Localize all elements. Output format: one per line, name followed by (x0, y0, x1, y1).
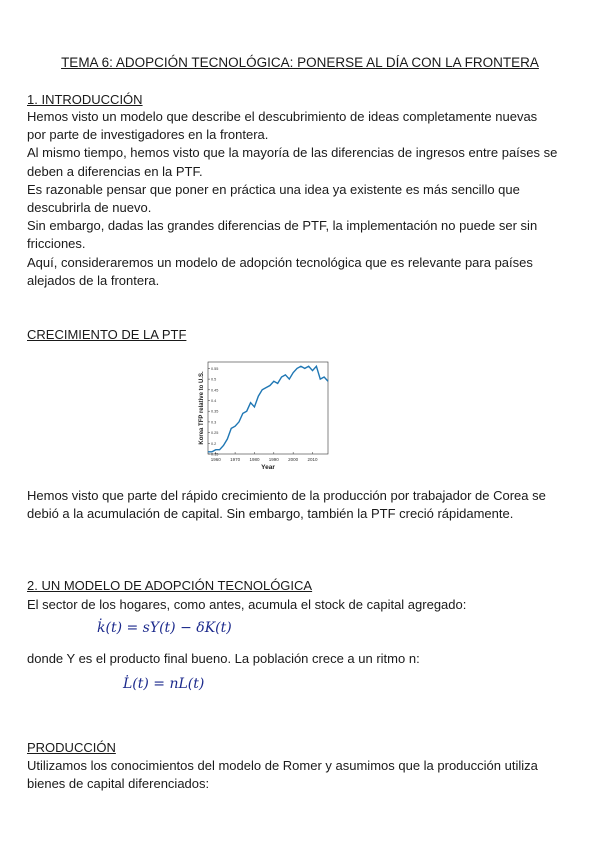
model-text-1: El sector de los hogares, como antes, acumula el stock de capital agregado: (27, 597, 467, 612)
intro-line: Es razonable pensar que poner en práctica una idea ya existente es más sencillo que (27, 181, 520, 197)
production-line: bienes de capital diferenciados: (27, 776, 210, 792)
intro-line: descubrirla de nuevo. (27, 200, 152, 216)
intro-line: deben a diferencias en la PTF. (27, 163, 203, 179)
model-heading: 2. UN MODELO DE ADOPCIÓN TECNOLÓGICA (27, 578, 313, 593)
y-tick-label: 0.25 (211, 431, 219, 436)
x-tick-label: 2010 (307, 457, 318, 462)
tfp-growth-heading: CRECIMIENTO DE LA PTF (27, 327, 187, 342)
y-tick-label: 0.15 (211, 452, 219, 457)
y-tick-label: 0.3 (211, 420, 217, 425)
page-title: TEMA 6: ADOPCIÓN TECNOLÓGICA: PONERSE AL DÍA CON LA FRONTERA (61, 55, 539, 70)
series-line (208, 366, 328, 452)
growth-line: Hemos visto que parte del rápido crecimiento de la producción por trabajador de Corea se (27, 488, 546, 503)
intro-line: por parte de investigadores en la frontera. (27, 127, 269, 143)
tfp-chart (198, 350, 336, 478)
intro-line: Aquí, consideraremos un modelo de adopción tecnológica que es relevante para países (27, 254, 533, 270)
x-tick-label: 1980 (249, 457, 260, 462)
intro-line: alejados de la frontera. (27, 272, 160, 288)
production-line: Utilizamos los conocimientos del modelo de Romer y asumimos que la producción utiliza (27, 758, 538, 773)
x-tick-label: 2000 (288, 457, 299, 462)
intro-line: Hemos visto un modelo que describe el descubrimiento de ideas completamente nuevas (27, 109, 538, 124)
x-axis-label: Year (261, 464, 275, 471)
y-tick-label: 0.2 (211, 441, 217, 446)
y-tick-label: 0.55 (211, 366, 219, 371)
capital-accumulation-equation: k̇(t) = sY(t) − δK(t) (97, 620, 232, 636)
intro-line: Al mismo tiempo, hemos visto que la mayoría de las diferencias de ingresos entre países se (27, 145, 558, 161)
y-tick-label: 0.4 (211, 399, 217, 404)
x-tick-label: 1960 (210, 457, 221, 462)
intro-line: Sin embargo, dadas las grandes diferencias de PTF, la implementación no puede ser sin (27, 218, 538, 234)
x-tick-label: 1970 (230, 457, 241, 462)
model-text-2: donde Y es el producto final bueno. La población crece a un ritmo n: (27, 651, 420, 666)
y-axis-label: Korea TFP relative to U.S. (199, 371, 205, 445)
intro-line: fricciones. (27, 236, 86, 252)
production-heading: PRODUCCIÓN (27, 740, 116, 755)
intro-paragraph (27, 108, 587, 290)
growth-paragraph (27, 487, 587, 523)
y-tick-label: 0.35 (211, 409, 219, 414)
y-tick-label: 0.5 (211, 377, 217, 382)
y-tick-label: 0.45 (211, 388, 219, 393)
x-tick-label: 1990 (268, 457, 279, 462)
intro-heading: 1. INTRODUCCIÓN (27, 92, 143, 107)
growth-line: debió a la acumulación de capital. Sin embargo, también la PTF creció rápidamente. (27, 506, 514, 522)
production-paragraph (27, 757, 587, 793)
population-growth-equation: L̇(t) = nL(t) (123, 676, 205, 692)
